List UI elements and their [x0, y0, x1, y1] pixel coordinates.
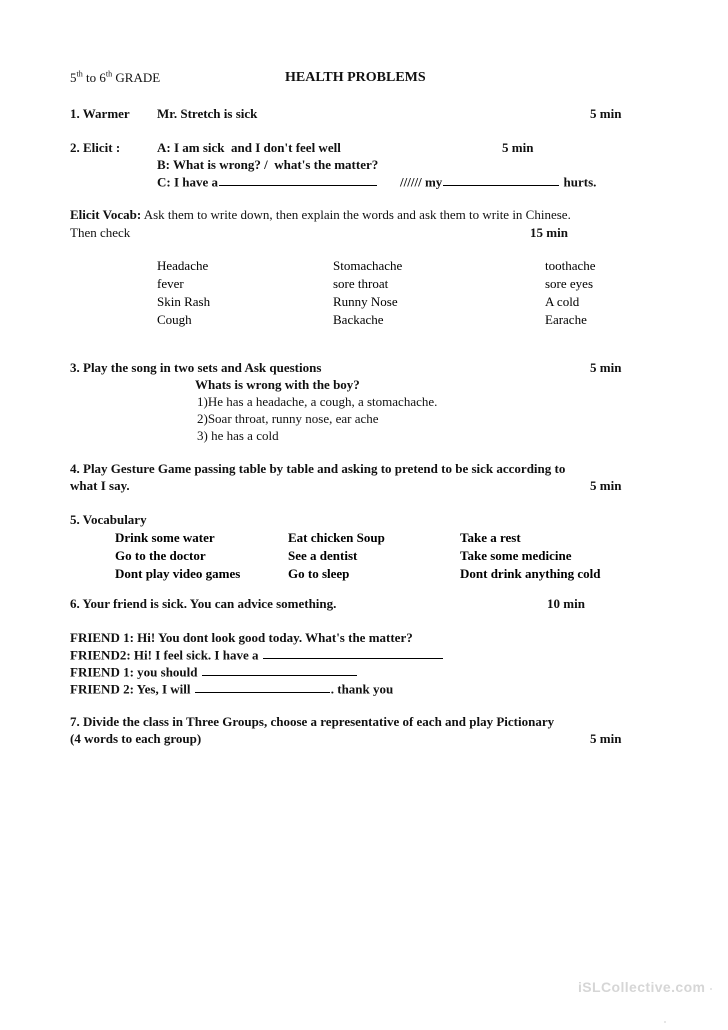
section-pictionary-line1: 7. Divide the class in Three Groups, choose a representative of each and play Pictionary: [70, 714, 555, 729]
elicit-blank-1[interactable]: [219, 173, 377, 186]
grade-prefix: 5: [70, 70, 77, 85]
section-warmer-text: Mr. Stretch is sick: [157, 106, 258, 121]
dialogue-line-friend2-a: [70, 646, 444, 663]
grade-ordinal-2: th: [105, 69, 113, 79]
section-warmer-time: 5 min: [590, 106, 622, 121]
elicit-vocab-label: Elicit Vocab:: [70, 207, 142, 222]
section-elicit-line-b: B: What is wrong? / what's the matter?: [157, 157, 379, 172]
vocab-column-2: [333, 257, 402, 329]
dialogue-blank-2[interactable]: [202, 663, 357, 676]
section-elicit-time: 5 min: [502, 140, 534, 155]
section-song-answer: 1)He has a headache, a cough, a stomachache.: [197, 394, 438, 409]
vocab-item: sore eyes: [545, 276, 594, 291]
advice-column-3: [460, 529, 601, 583]
vocab-item: A cold: [545, 294, 580, 309]
elicit-vocab-line: [70, 206, 571, 223]
section-gesture-line1: 4. Play Gesture Game passing table by table and asking to pretend to be sick according to: [70, 461, 566, 476]
section-gesture-line2: what I say.: [70, 478, 130, 493]
dialogue-speaker-text: FRIEND2: Hi! I feel sick. I have a: [70, 647, 262, 663]
advice-item: Take some medicine: [460, 548, 572, 563]
vocab-item: sore throat: [333, 276, 389, 291]
advice-item: Drink some water: [115, 530, 215, 545]
watermark-dot: [664, 1021, 666, 1023]
elicit-vocab-instruction: Ask them to write down, then explain the words and ask them to write in Chinese.: [143, 207, 571, 222]
vocab-item: Skin Rash: [157, 294, 211, 309]
advice-item: See a dentist: [288, 548, 358, 563]
dialogue-line-friend1-a: [70, 629, 413, 646]
section-elicit-line-c: [157, 173, 596, 190]
vocab-column-1: [157, 257, 210, 329]
section-song-time: 5 min: [590, 360, 622, 375]
dialogue-tail-text: . thank you: [330, 681, 394, 697]
vocab-item: Runny Nose: [333, 294, 398, 309]
section-advice-time: 10 min: [547, 596, 585, 611]
elicit-blank-2[interactable]: [443, 173, 559, 186]
dialogue-speaker-text: FRIEND 2: Yes, I will: [70, 681, 194, 697]
elicit-vocab-time: 15 min: [530, 225, 568, 240]
dialogue-line-friend1-b: [70, 663, 358, 680]
elicit-line-c-hurts: hurts.: [563, 174, 597, 190]
section-song-answer: 3) he has a cold: [197, 428, 279, 443]
grade-level-label: [70, 69, 160, 86]
section-song-answer: 2)Soar throat, runny nose, ear ache: [197, 411, 379, 426]
grade-ordinal-1: th: [76, 69, 83, 79]
section-advice-heading: 6. Your friend is sick. You can advice something.: [70, 596, 337, 611]
vocab-item: toothache: [545, 258, 596, 273]
dialogue-speaker-text: FRIEND 1: Hi! You dont look good today. What's the matter?: [70, 630, 413, 645]
advice-item: Go to the doctor: [115, 548, 206, 563]
elicit-line-c-prefix: C: I have a: [157, 174, 219, 190]
dialogue-line-friend2-b: [70, 680, 393, 697]
section-gesture-time: 5 min: [590, 478, 622, 493]
vocab-item: Earache: [545, 312, 587, 327]
advice-item: Eat chicken Soup: [288, 530, 385, 545]
section-pictionary-time: 5 min: [590, 731, 622, 746]
vocab-item: fever: [157, 276, 184, 291]
vocab-item: Cough: [157, 312, 192, 327]
elicit-line-c-slashes: //////: [400, 174, 422, 190]
section-pictionary-line2: (4 words to each group): [70, 731, 202, 746]
watermark-dot: [710, 988, 712, 990]
section-song-heading: 3. Play the song in two sets and Ask questions: [70, 360, 322, 375]
section-song-question: Whats is wrong with the boy?: [195, 377, 360, 392]
section-warmer-label: 1. Warmer: [70, 106, 130, 121]
vocab-item: Headache: [157, 258, 209, 273]
page-title: HEALTH PROBLEMS: [285, 70, 426, 85]
dialogue-blank-1[interactable]: [263, 646, 443, 659]
elicit-vocab-instruction-line2: Then check: [70, 225, 131, 240]
vocab-column-3: [545, 257, 596, 329]
dialogue-speaker-text: FRIEND 1: you should: [70, 664, 201, 680]
advice-column-2: [288, 529, 385, 583]
dialogue-blank-3[interactable]: [195, 680, 330, 693]
advice-item: Dont play video games: [115, 566, 241, 581]
islcollective-watermark: iSLCollective.com: [578, 979, 706, 995]
section-elicit-label: 2. Elicit :: [70, 140, 121, 155]
grade-mid: to 6: [82, 70, 106, 85]
section-elicit-line-a: A: I am sick and I don't feel well: [157, 140, 341, 155]
advice-item: Go to sleep: [288, 566, 350, 581]
grade-suffix: GRADE: [112, 70, 161, 85]
advice-item: Dont drink anything cold: [460, 566, 601, 581]
vocab-item: Backache: [333, 312, 384, 327]
elicit-line-c-my: my: [424, 174, 443, 190]
section-vocabulary-heading: 5. Vocabulary: [70, 512, 147, 527]
advice-column-1: [115, 529, 240, 583]
vocab-item: Stomachache: [333, 258, 403, 273]
advice-item: Take a rest: [460, 530, 521, 545]
